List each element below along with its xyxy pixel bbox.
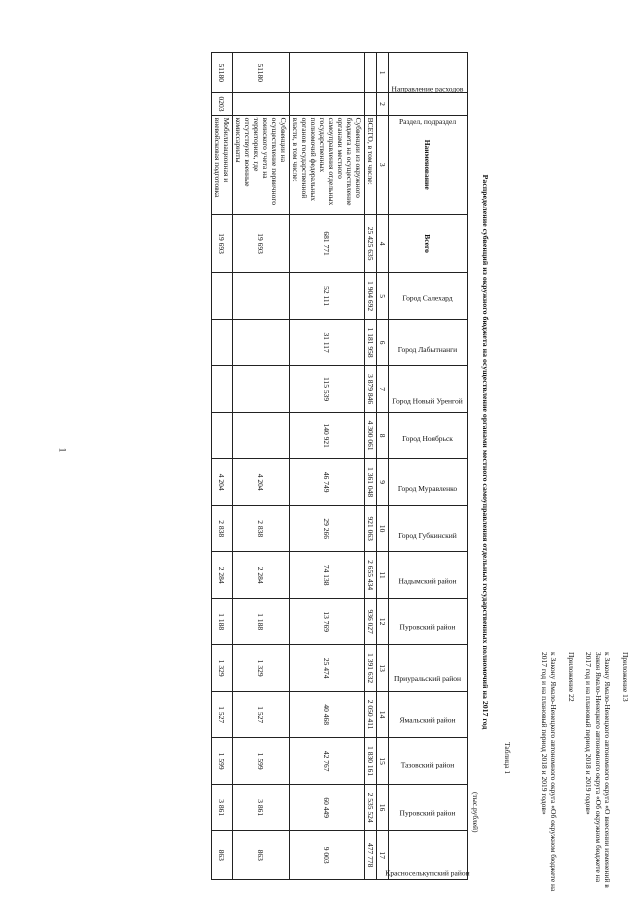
- appendix-13-title: Приложение 13: [621, 652, 630, 702]
- col-number: 1: [377, 53, 389, 93]
- cell-value: 31 117: [290, 319, 365, 366]
- cell-value: 4 204: [233, 459, 290, 506]
- col-number: 4: [377, 214, 389, 273]
- cell-value: 3 861: [212, 784, 233, 831]
- cell-value: 4 300 061: [365, 412, 377, 459]
- cell-value: 936 027: [365, 598, 377, 645]
- col-number: 9: [377, 459, 389, 506]
- cell-value: 25 425 635: [365, 214, 377, 273]
- table-row: [233, 53, 290, 880]
- header-purovsky-2: Пуровский район: [389, 784, 468, 831]
- cell-value: 1 181 958: [365, 319, 377, 366]
- header-name: Наименование: [389, 115, 468, 214]
- units-label: (тыс.рублей): [471, 792, 480, 833]
- cell-value: 1 329: [212, 645, 233, 692]
- header-section: Раздел, подраздел: [389, 93, 468, 115]
- appendix-22-title: Приложение 22: [567, 652, 576, 702]
- cell-direction: 51180: [233, 53, 290, 93]
- cell-value: 1 599: [233, 738, 290, 785]
- header-muravlenko: Город Муравленко: [389, 459, 468, 506]
- cell-value: 1 527: [233, 691, 290, 738]
- cell-value: 3 879 846: [365, 366, 377, 413]
- col-number: 16: [377, 784, 389, 831]
- cell-value: 1 599: [212, 738, 233, 785]
- col-number: 7: [377, 366, 389, 413]
- cell-value: 2 284: [212, 552, 233, 599]
- col-number: 8: [377, 412, 389, 459]
- appendix-block: [532, 652, 631, 892]
- header-priuralsky: Приуральский район: [389, 645, 468, 692]
- cell-value: 2 050 411: [365, 691, 377, 738]
- header-novy-urengoy: Город Новый Уренгой: [389, 366, 468, 413]
- cell-value: [212, 273, 233, 320]
- appendix-13-body: к Закону Ямало-Ненецкого автономного округа «О внесении изменений в Закон Ямало-Ненецкого автономного округа «Об окружном бюджете на 2017 год и на плановый период 2018 и 2019 годов»: [584, 652, 613, 888]
- header-purovsky-1: Пуровский район: [389, 598, 468, 645]
- cell-value: 1 188: [212, 598, 233, 645]
- col-number: 17: [377, 831, 389, 880]
- cell-value: 74 138: [290, 552, 365, 599]
- cell-value: 29 266: [290, 505, 365, 552]
- cell-value: 140 921: [290, 412, 365, 459]
- cell-name: Мобилизационная и вневойсковая подготовка: [212, 115, 233, 214]
- cell-value: 2 284: [233, 552, 290, 599]
- appendix-22-body: к Закону Ямало-Ненецкого автономного округа «Об окружном бюджете на 2017 год и на плановый период 2018 и 2019 годов»: [540, 652, 559, 892]
- cell-value: 863: [233, 831, 290, 880]
- cell-value: 19 693: [233, 214, 290, 273]
- header-salekhard: Город Салехард: [389, 273, 468, 320]
- header-tazovsky: Тазовский район: [389, 738, 468, 785]
- col-number: 3: [377, 115, 389, 214]
- cell-value: 42 767: [290, 738, 365, 785]
- cell-value: [212, 412, 233, 459]
- col-number: 14: [377, 691, 389, 738]
- cell-value: 477 778: [365, 831, 377, 880]
- rotated-page: [10, 12, 630, 892]
- cell-value: 46 749: [290, 459, 365, 506]
- header-labytnangi: Город Лабытнанги: [389, 319, 468, 366]
- cell-value: [233, 366, 290, 413]
- cell-section: 0203: [212, 93, 233, 115]
- header-total: Всего: [389, 214, 468, 273]
- header-nadym: Надымский район: [389, 552, 468, 599]
- cell-direction: [290, 53, 365, 93]
- header-gubkinsky: Город Губкинский: [389, 505, 468, 552]
- cell-value: 1 361 048: [365, 459, 377, 506]
- col-number: 10: [377, 505, 389, 552]
- col-number: 6: [377, 319, 389, 366]
- cell-value: [233, 412, 290, 459]
- table-row: [212, 53, 233, 880]
- cell-value: [212, 319, 233, 366]
- cell-value: 25 474: [290, 645, 365, 692]
- col-number: 13: [377, 645, 389, 692]
- cell-value: 681 771: [290, 214, 365, 273]
- table-label: Таблица 1: [503, 742, 512, 775]
- cell-value: [212, 366, 233, 413]
- document-title: Распределение субвенций из окружного бюджета на осуществление органами местного самоуправления отдельных государственных полномочий на 2017 год: [481, 174, 490, 730]
- cell-value: 60 449: [290, 784, 365, 831]
- cell-name: Субвенции на осуществление первичного воинского учета на территориях, где отсутствуют военные комиссариаты: [233, 115, 290, 214]
- cell-value: 1 830 161: [365, 738, 377, 785]
- cell-value: 9 003: [290, 831, 365, 880]
- col-number: 11: [377, 552, 389, 599]
- cell-value: 1 391 632: [365, 645, 377, 692]
- header-noyabrsk: Город Ноябрьск: [389, 412, 468, 459]
- cell-name: Субвенции из окружного бюджета на осуществление органами местного самоуправления отдельных государственных полномочий федеральных органов государственной власти, в том числе:: [290, 115, 365, 214]
- cell-value: 40 468: [290, 691, 365, 738]
- cell-value: 3 861: [233, 784, 290, 831]
- cell-name: ВСЕГО, в том числе:: [365, 115, 377, 214]
- cell-value: [233, 319, 290, 366]
- cell-value: 115 539: [290, 366, 365, 413]
- page-number: 1: [57, 447, 68, 453]
- col-number: 12: [377, 598, 389, 645]
- cell-value: 13 769: [290, 598, 365, 645]
- cell-value: 52 111: [290, 273, 365, 320]
- cell-value: 1 904 692: [365, 273, 377, 320]
- header-krasnoselkup: Красноселькупский район: [389, 831, 468, 880]
- cell-value: 4 204: [212, 459, 233, 506]
- cell-value: 2 535 524: [365, 784, 377, 831]
- subsidy-table: [211, 52, 471, 880]
- cell-value: [233, 273, 290, 320]
- cell-value: 2 838: [212, 505, 233, 552]
- col-number: 5: [377, 273, 389, 320]
- cell-value: 2 838: [233, 505, 290, 552]
- cell-section: [365, 93, 377, 115]
- table-row: [365, 53, 377, 880]
- cell-value: 921 063: [365, 505, 377, 552]
- table-row: [290, 53, 365, 880]
- cell-value: 863: [212, 831, 233, 880]
- cell-direction: 51180: [212, 53, 233, 93]
- col-number: 2: [377, 93, 389, 115]
- col-number: 15: [377, 738, 389, 785]
- cell-value: 1 188: [233, 598, 290, 645]
- column-number-row: [377, 53, 389, 880]
- header-yamalsky: Ямальский район: [389, 691, 468, 738]
- cell-section: [290, 93, 365, 115]
- cell-value: 1 527: [212, 691, 233, 738]
- header-direction: Направление расходов: [389, 53, 468, 93]
- cell-value: 19 693: [212, 214, 233, 273]
- cell-value: 1 329: [233, 645, 290, 692]
- table-header-row: [389, 53, 468, 880]
- cell-value: 2 655 434: [365, 552, 377, 599]
- cell-section: [233, 93, 290, 115]
- cell-direction: [365, 53, 377, 93]
